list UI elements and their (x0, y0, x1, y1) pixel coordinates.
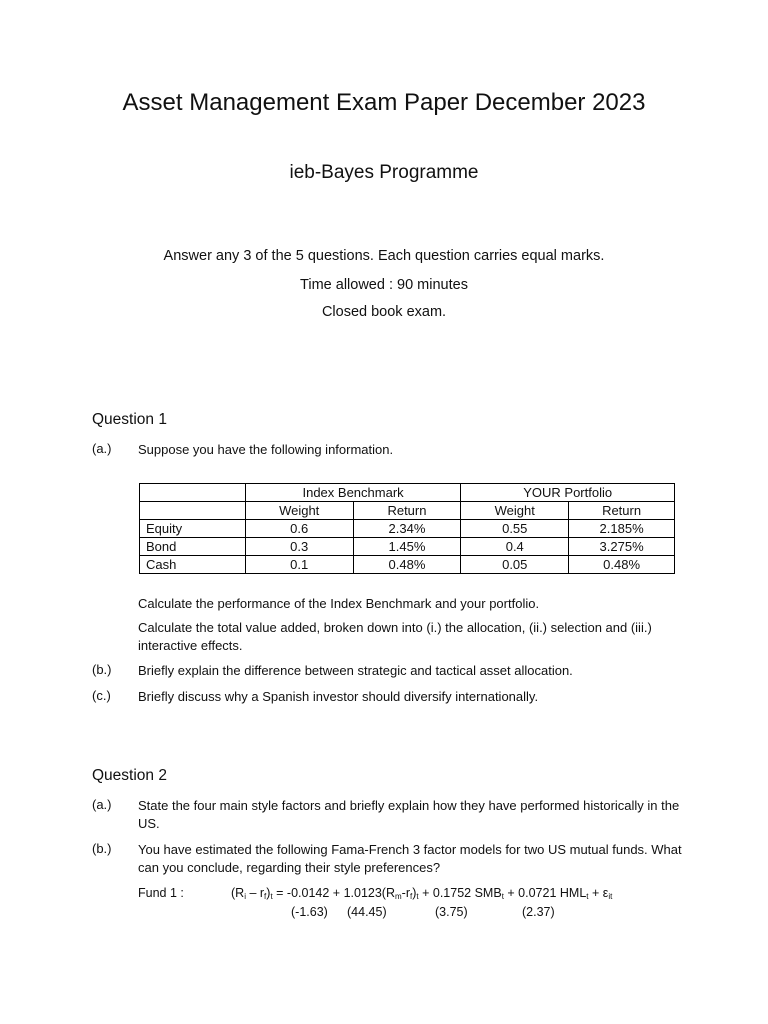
table-row (140, 556, 675, 574)
table-cell: 0.05 (461, 556, 569, 574)
q1-a-label: (a.) (92, 441, 112, 456)
table-cell: 2.185% (569, 520, 675, 538)
header-your-portfolio: YOUR Portfolio (461, 484, 675, 502)
q1-calc-performance: Calculate the performance of the Index Benchmark and your portfolio. (138, 596, 540, 611)
table-cell: 0.6 (245, 520, 353, 538)
question-1-heading: Question 1 (92, 411, 167, 428)
header-weight: Weight (461, 502, 569, 520)
header-return: Return (353, 502, 461, 520)
fund-1-label: Fund 1 : (138, 886, 184, 900)
table-cell: 0.1 (245, 556, 353, 574)
fund-1-equation: $(R_i - r_f)_t = -0.0142 + 1.0123(R_m-r_f)_t + 0.1752$ $SMB_t + 0.0721$ $HML_t + \varepsilon_{it}$ (231, 886, 613, 901)
q1-c-text: Briefly discuss why a Spanish investor should diversify internationally. (138, 689, 539, 704)
q1-calc-value-added: Calculate the total value added, broken down into (i.) the allocation, (ii.) selection and (iii.) interactive effects. (138, 620, 652, 653)
row-label: Equity (140, 520, 246, 538)
page-subtitle: ieb-Bayes Programme (289, 162, 479, 183)
header-return: Return (569, 502, 675, 520)
table-sub-header-row (140, 502, 675, 520)
table-cell: 0.4 (461, 538, 569, 556)
header-weight: Weight (245, 502, 353, 520)
table-cell: 2.34% (353, 520, 461, 538)
q2-b-text: You have estimated the following Fama-French 3 factor models for two US mutual funds. What can you conclude, regarding their style preferences? (138, 842, 682, 875)
t-stat-market: (44.45) (347, 905, 387, 919)
table-empty-cell (140, 502, 246, 520)
benchmark-table (139, 483, 675, 574)
q1-a-text: Suppose you have the following information. (138, 442, 394, 457)
table-cell: 0.48% (353, 556, 461, 574)
table-cell: 0.48% (569, 556, 675, 574)
instruction-closed-book: Closed book exam. (321, 304, 447, 320)
header-index-benchmark: Index Benchmark (245, 484, 461, 502)
q2-a-text: State the four main style factors and briefly explain how they have performed historically in the US. (138, 798, 680, 831)
table-row (140, 538, 675, 556)
table-cell: 3.275% (569, 538, 675, 556)
t-stat-intercept: (-1.63) (291, 905, 328, 919)
q1-b-label: (b.) (92, 662, 112, 677)
q2-b-label: (b.) (92, 841, 112, 856)
instruction-time: Time allowed : 90 minutes (300, 277, 468, 293)
table-cell: 0.55 (461, 520, 569, 538)
q2-a-label: (a.) (92, 797, 112, 812)
t-stat-smb: (3.75) (435, 905, 468, 919)
q1-c-label: (c.) (92, 688, 111, 703)
t-stat-hml: (2.37) (522, 905, 555, 919)
table-cell: 1.45% (353, 538, 461, 556)
table-cell: 0.3 (245, 538, 353, 556)
q1-b-text: Briefly explain the difference between strategic and tactical asset allocation. (138, 663, 573, 678)
page-title: Asset Management Exam Paper December 2023 (122, 89, 646, 116)
table-corner-cell (140, 484, 246, 502)
table-row (140, 520, 675, 538)
instruction-answer: Answer any 3 of the 5 questions. Each question carries equal marks. (163, 248, 605, 264)
row-label: Cash (140, 556, 246, 574)
question-2-heading: Question 2 (92, 767, 167, 784)
table-group-header-row (140, 484, 675, 502)
fund-1-t-stats (0, 905, 768, 923)
row-label: Bond (140, 538, 246, 556)
